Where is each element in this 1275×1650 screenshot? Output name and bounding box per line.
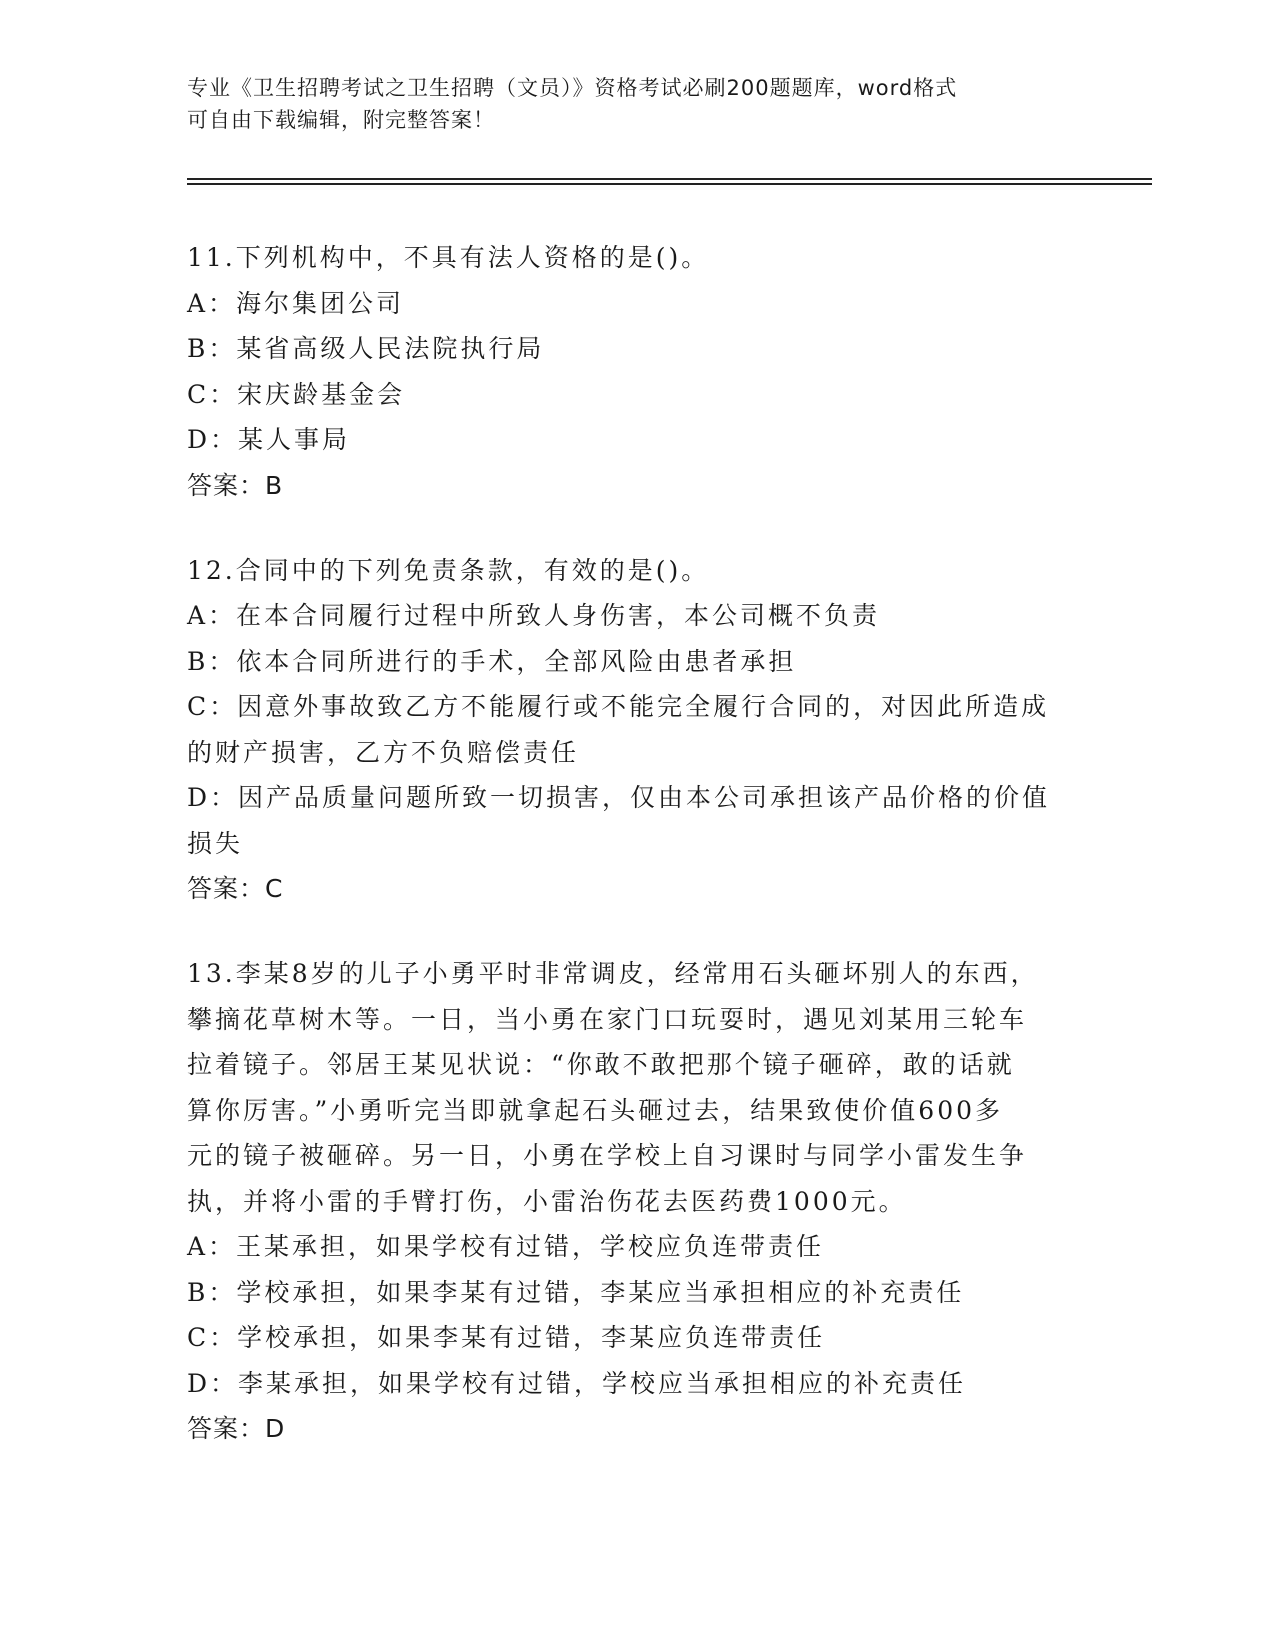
option-d: D：李某承担，如果学校有过错，学校应当承担相应的补充责任 xyxy=(187,1368,967,1398)
option-b: B：学校承担，如果李某有过错，李某应当承担相应的补充责任 xyxy=(187,1277,965,1307)
option-a: A：海尔集团公司 xyxy=(187,288,405,318)
header-divider xyxy=(187,178,1152,185)
question-11 xyxy=(187,235,1067,508)
answer: 答案：C xyxy=(187,874,284,903)
header-line-2: 可自由下载编辑，附完整答案！ xyxy=(187,108,495,132)
option-d: D：某人事局 xyxy=(187,425,351,454)
document-header xyxy=(187,72,1067,136)
option-c: C：学校承担，如果李某有过错，李某应负连带责任 xyxy=(187,1323,826,1352)
question-13 xyxy=(187,951,1067,1451)
option-c-continued: 的财产损害，乙方不负赔偿责任 xyxy=(187,737,580,767)
answer: 答案：D xyxy=(187,1414,286,1443)
option-d-continued: 损失 xyxy=(187,828,244,858)
header-line-1: 专业《卫生招聘考试之卫生招聘（文员）》资格考试必刷200题题库，word格式 xyxy=(187,76,958,100)
question-stem-continued: 执，并将小雷的手臂打伤，小雷治伤花去医药费1000元。 xyxy=(187,1186,907,1216)
question-stem-continued: 拉着镜子。邻居王某见状说：“你敢不敢把那个镜子砸碎，敢的话就 xyxy=(187,1050,1015,1079)
question-list xyxy=(187,235,1067,1491)
question-stem: 12.合同中的下列免责条款，有效的是()。 xyxy=(187,555,710,585)
option-b: B：依本合同所进行的手术，全部风险由患者承担 xyxy=(187,646,797,676)
option-c: C：因意外事故致乙方不能履行或不能完全履行合同的，对因此所造成 xyxy=(187,692,1050,721)
question-stem: 11.下列机构中，不具有法人资格的是()。 xyxy=(187,243,710,272)
question-stem: 13.李某8岁的儿子小勇平时非常调皮，经常用石头砸坏别人的东西， xyxy=(187,959,1039,988)
question-12 xyxy=(187,548,1067,912)
option-a: A：王某承担，如果学校有过错，学校应负连带责任 xyxy=(187,1232,825,1261)
question-stem-continued: 算你厉害。”小勇听完当即就拿起石头砸过去，结果致使价值600多 xyxy=(187,1095,1004,1125)
question-stem-continued: 元的镜子被砸碎。另一日，小勇在学校上自习课时与同学小雷发生争 xyxy=(187,1141,1028,1170)
option-d: D：因产品质量问题所致一切损害，仅由本公司承担该产品价格的价值 xyxy=(187,783,1051,812)
answer: 答案：B xyxy=(187,470,284,500)
option-a: A：在本合同履行过程中所致人身伤害，本公司概不负责 xyxy=(187,601,881,630)
option-c: C：宋庆龄基金会 xyxy=(187,379,406,409)
question-stem-continued: 攀摘花草树木等。一日，当小勇在家门口玩耍时，遇见刘某用三轮车 xyxy=(187,1004,1028,1034)
option-b: B：某省高级人民法院执行局 xyxy=(187,334,545,363)
